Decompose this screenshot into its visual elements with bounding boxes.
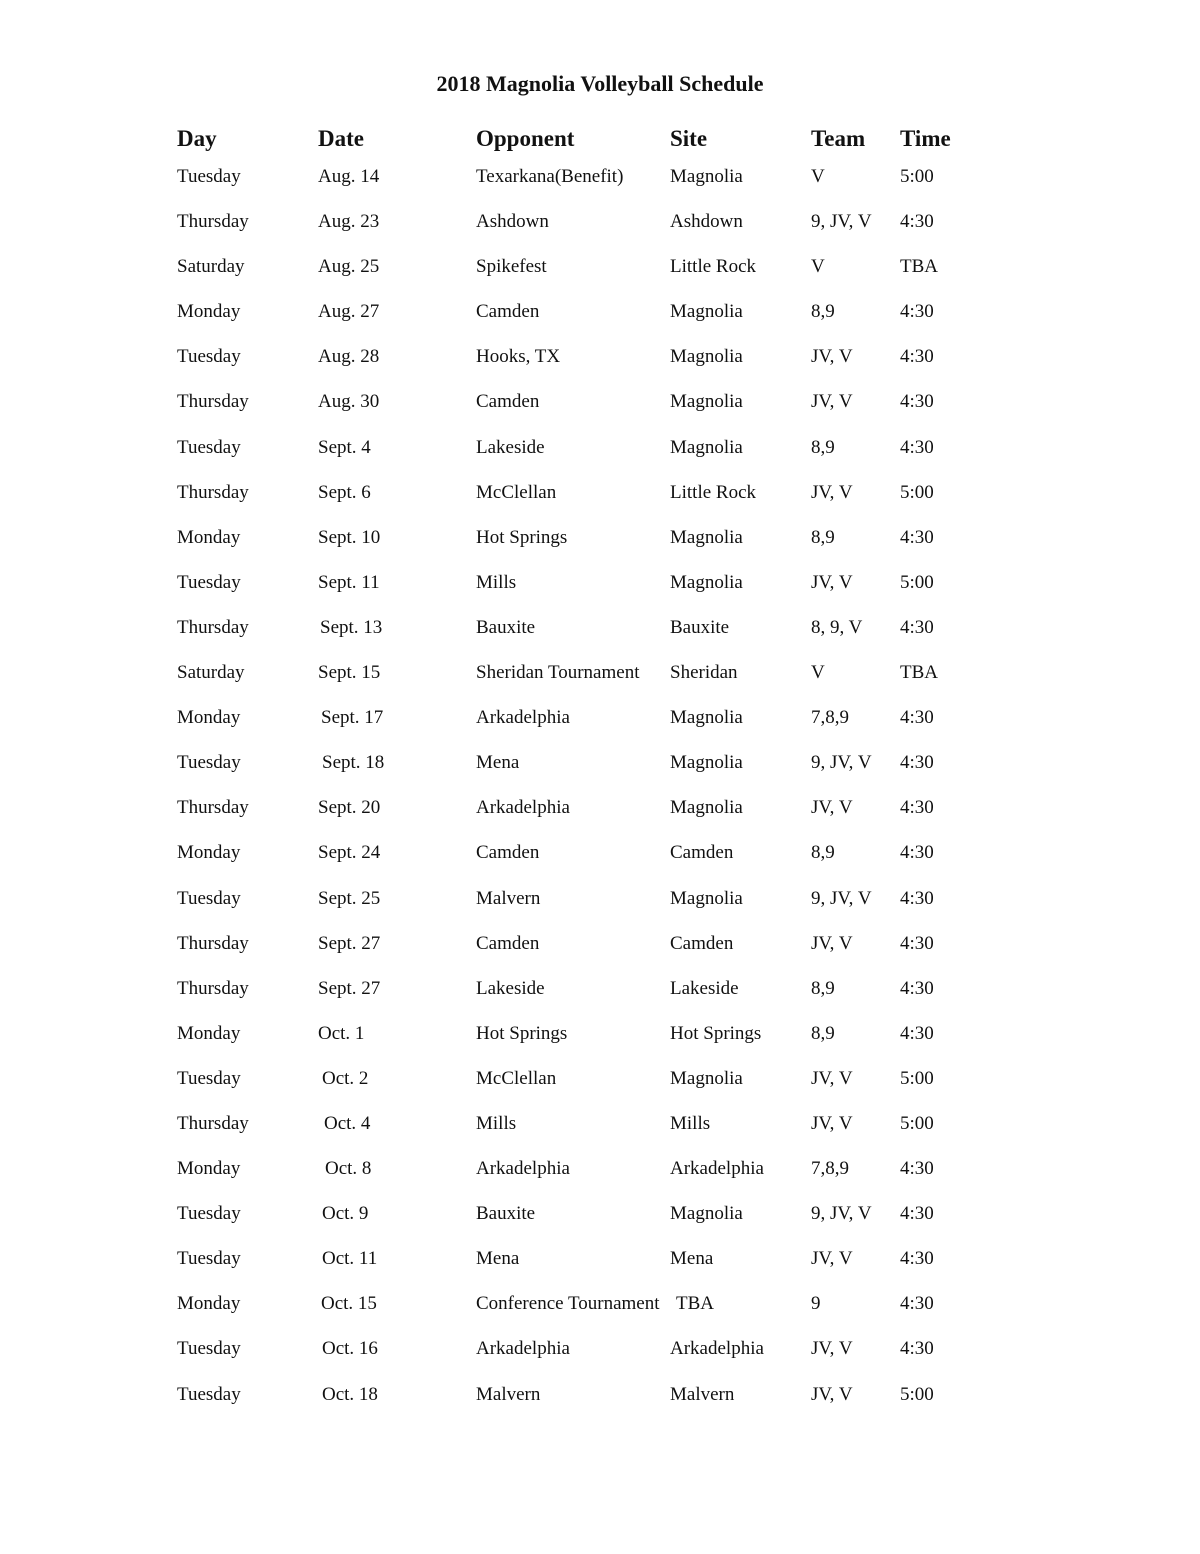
cell-day: Monday bbox=[177, 526, 241, 548]
table-row bbox=[0, 387, 1200, 432]
cell-day: Thursday bbox=[177, 797, 249, 819]
cell-team: V bbox=[811, 662, 825, 684]
cell-day: Thursday bbox=[177, 932, 249, 954]
cell-day: Saturday bbox=[177, 256, 245, 278]
table-row bbox=[0, 523, 1200, 568]
cell-time: 4:30 bbox=[900, 1158, 934, 1180]
cell-opponent: Mills bbox=[476, 571, 517, 593]
cell-opponent: Bauxite bbox=[476, 616, 536, 638]
cell-time: 4:30 bbox=[900, 346, 934, 368]
cell-date: Sept. 6 bbox=[318, 481, 371, 503]
cell-opponent: Hot Springs bbox=[476, 526, 568, 548]
cell-day: Tuesday bbox=[177, 1067, 241, 1089]
table-row bbox=[0, 433, 1200, 478]
cell-date: Sept. 18 bbox=[322, 752, 385, 774]
table-row bbox=[0, 613, 1200, 658]
cell-team: JV, V bbox=[811, 797, 853, 819]
cell-team: 8,9 bbox=[811, 526, 835, 548]
cell-time: 5:00 bbox=[900, 571, 934, 593]
table-row bbox=[0, 342, 1200, 387]
cell-site: Magnolia bbox=[670, 1203, 743, 1225]
cell-opponent: Mena bbox=[476, 752, 520, 774]
cell-day: Thursday bbox=[177, 1112, 249, 1134]
table-row bbox=[0, 568, 1200, 613]
cell-date: Sept. 25 bbox=[318, 887, 381, 909]
cell-site: Hot Springs bbox=[670, 1022, 762, 1044]
cell-site: TBA bbox=[676, 1293, 714, 1315]
cell-date: Aug. 30 bbox=[318, 391, 380, 413]
cell-day: Monday bbox=[177, 1022, 241, 1044]
table-row bbox=[0, 748, 1200, 793]
cell-opponent: McClellan bbox=[476, 1067, 557, 1089]
cell-time: 4:30 bbox=[900, 887, 934, 909]
cell-date: Oct. 4 bbox=[324, 1112, 371, 1134]
cell-site: Sheridan bbox=[670, 662, 738, 684]
cell-opponent: Camden bbox=[476, 391, 540, 413]
table-row bbox=[0, 929, 1200, 974]
cell-time: 4:30 bbox=[900, 436, 934, 458]
table-row bbox=[0, 658, 1200, 703]
cell-opponent: Hot Springs bbox=[476, 1022, 568, 1044]
cell-time: 4:30 bbox=[900, 707, 934, 729]
cell-date: Sept. 13 bbox=[320, 616, 383, 638]
cell-time: 4:30 bbox=[900, 932, 934, 954]
cell-team: 9, JV, V bbox=[811, 1203, 872, 1225]
table-row bbox=[0, 1199, 1200, 1244]
cell-team: 9, JV, V bbox=[811, 211, 872, 233]
cell-time: 5:00 bbox=[900, 1067, 934, 1089]
cell-opponent: Spikefest bbox=[476, 256, 547, 278]
cell-date: Sept. 4 bbox=[318, 436, 371, 458]
table-row bbox=[0, 1154, 1200, 1199]
cell-day: Thursday bbox=[177, 616, 249, 638]
cell-time: 4:30 bbox=[900, 842, 934, 864]
cell-site: Arkadelphia bbox=[670, 1158, 764, 1180]
cell-team: 8, 9, V bbox=[811, 616, 863, 638]
cell-date: Sept. 27 bbox=[318, 977, 381, 999]
cell-time: 4:30 bbox=[900, 391, 934, 413]
table-row bbox=[0, 1380, 1200, 1425]
cell-opponent: Texarkana(Benefit) bbox=[476, 166, 624, 187]
cell-date: Oct. 2 bbox=[322, 1067, 369, 1089]
cell-team: JV, V bbox=[811, 1067, 853, 1089]
cell-date: Oct. 11 bbox=[322, 1248, 378, 1270]
header-day: Day bbox=[177, 126, 217, 151]
cell-day: Monday bbox=[177, 301, 241, 323]
cell-team: JV, V bbox=[811, 481, 853, 503]
page-title: 2018 Magnolia Volleyball Schedule bbox=[436, 71, 764, 96]
cell-opponent: Arkadelphia bbox=[476, 797, 570, 819]
cell-team: 8,9 bbox=[811, 977, 835, 999]
cell-time: 5:00 bbox=[900, 1112, 934, 1134]
cell-time: 4:30 bbox=[900, 1248, 934, 1270]
cell-site: Little Rock bbox=[670, 256, 757, 278]
cell-day: Tuesday bbox=[177, 346, 241, 368]
cell-date: Oct. 15 bbox=[321, 1293, 377, 1315]
cell-day: Monday bbox=[177, 842, 241, 864]
cell-team: 9, JV, V bbox=[811, 752, 872, 774]
cell-site: Magnolia bbox=[670, 707, 743, 729]
cell-time: 4:30 bbox=[900, 1293, 934, 1315]
cell-day: Tuesday bbox=[177, 887, 241, 909]
cell-site: Magnolia bbox=[670, 301, 743, 323]
cell-time: TBA bbox=[900, 256, 938, 278]
cell-site: Malvern bbox=[670, 1383, 735, 1405]
cell-date: Sept. 15 bbox=[318, 662, 381, 684]
cell-day: Saturday bbox=[177, 662, 245, 684]
cell-site: Magnolia bbox=[670, 571, 743, 593]
cell-date: Aug. 23 bbox=[318, 211, 380, 233]
cell-site: Magnolia bbox=[670, 887, 743, 909]
cell-site: Lakeside bbox=[670, 977, 739, 999]
header-site: Site bbox=[670, 126, 708, 151]
cell-team: 8,9 bbox=[811, 842, 835, 864]
cell-team: 8,9 bbox=[811, 436, 835, 458]
table-row bbox=[0, 974, 1200, 1019]
cell-time: 5:00 bbox=[900, 481, 934, 503]
cell-day: Tuesday bbox=[177, 752, 241, 774]
cell-opponent: Hooks, TX bbox=[476, 346, 561, 368]
cell-opponent: Camden bbox=[476, 932, 540, 954]
cell-team: JV, V bbox=[811, 1338, 853, 1360]
cell-opponent: Camden bbox=[476, 301, 540, 323]
cell-date: Oct. 8 bbox=[325, 1158, 372, 1180]
cell-site: Magnolia bbox=[670, 436, 743, 458]
cell-team: 7,8,9 bbox=[811, 707, 849, 729]
cell-opponent: Arkadelphia bbox=[476, 1158, 570, 1180]
cell-day: Tuesday bbox=[177, 1248, 241, 1270]
cell-date: Oct. 16 bbox=[322, 1338, 378, 1360]
cell-opponent: Bauxite bbox=[476, 1203, 536, 1225]
cell-day: Thursday bbox=[177, 391, 249, 413]
cell-site: Magnolia bbox=[670, 391, 743, 413]
cell-time: 4:30 bbox=[900, 526, 934, 548]
cell-opponent: Camden bbox=[476, 842, 540, 864]
cell-opponent: Mills bbox=[476, 1112, 517, 1134]
cell-date: Sept. 10 bbox=[318, 526, 381, 548]
cell-day: Tuesday bbox=[177, 436, 241, 458]
cell-time: TBA bbox=[900, 662, 938, 684]
table-row bbox=[0, 1334, 1200, 1379]
table-row bbox=[0, 1064, 1200, 1109]
cell-team: JV, V bbox=[811, 346, 853, 368]
cell-site: Magnolia bbox=[670, 1067, 743, 1089]
cell-date: Aug. 27 bbox=[318, 301, 380, 323]
cell-time: 4:30 bbox=[900, 977, 934, 999]
table-row bbox=[0, 478, 1200, 523]
cell-team: 9 bbox=[811, 1293, 821, 1315]
cell-date: Aug. 14 bbox=[318, 166, 380, 187]
cell-site: Ashdown bbox=[670, 211, 743, 233]
cell-opponent: Malvern bbox=[476, 1383, 541, 1405]
cell-team: JV, V bbox=[811, 1248, 853, 1270]
cell-date: Sept. 27 bbox=[318, 932, 381, 954]
cell-day: Thursday bbox=[177, 977, 249, 999]
cell-team: 7,8,9 bbox=[811, 1158, 849, 1180]
header-team: Team bbox=[811, 126, 866, 151]
cell-date: Sept. 24 bbox=[318, 842, 381, 864]
table-header bbox=[0, 124, 1200, 154]
cell-opponent: Lakeside bbox=[476, 436, 545, 458]
cell-time: 4:30 bbox=[900, 1022, 934, 1044]
cell-site: Mena bbox=[670, 1248, 714, 1270]
cell-time: 4:30 bbox=[900, 1203, 934, 1225]
cell-site: Arkadelphia bbox=[670, 1338, 764, 1360]
table-row bbox=[0, 838, 1200, 883]
cell-time: 4:30 bbox=[900, 301, 934, 323]
cell-team: JV, V bbox=[811, 391, 853, 413]
cell-day: Monday bbox=[177, 707, 241, 729]
table-row bbox=[0, 252, 1200, 297]
cell-opponent: Ashdown bbox=[476, 211, 549, 233]
cell-opponent: Arkadelphia bbox=[476, 707, 570, 729]
cell-opponent: Sheridan Tournament bbox=[476, 662, 640, 684]
cell-day: Tuesday bbox=[177, 1383, 241, 1405]
cell-team: 8,9 bbox=[811, 301, 835, 323]
cell-day: Thursday bbox=[177, 481, 249, 503]
cell-time: 4:30 bbox=[900, 616, 934, 638]
cell-opponent: Conference Tournament bbox=[476, 1293, 660, 1315]
table-row bbox=[0, 703, 1200, 748]
cell-day: Tuesday bbox=[177, 571, 241, 593]
cell-time: 4:30 bbox=[900, 1338, 934, 1360]
cell-team: V bbox=[811, 166, 825, 187]
cell-time: 4:30 bbox=[900, 752, 934, 774]
cell-date: Sept. 20 bbox=[318, 797, 381, 819]
cell-site: Camden bbox=[670, 932, 734, 954]
cell-time: 5:00 bbox=[900, 166, 934, 187]
schedule-table-body bbox=[0, 162, 1200, 1425]
cell-time: 4:30 bbox=[900, 797, 934, 819]
table-row bbox=[0, 1019, 1200, 1064]
cell-date: Sept. 17 bbox=[321, 707, 384, 729]
cell-date: Oct. 9 bbox=[322, 1203, 369, 1225]
cell-team: JV, V bbox=[811, 1383, 853, 1405]
cell-day: Monday bbox=[177, 1293, 241, 1315]
cell-day: Thursday bbox=[177, 211, 249, 233]
cell-site: Magnolia bbox=[670, 346, 743, 368]
cell-site: Magnolia bbox=[670, 797, 743, 819]
table-row bbox=[0, 1244, 1200, 1289]
cell-site: Magnolia bbox=[670, 166, 743, 187]
table-row bbox=[0, 207, 1200, 252]
table-row bbox=[0, 1109, 1200, 1154]
cell-opponent: Arkadelphia bbox=[476, 1338, 570, 1360]
cell-team: JV, V bbox=[811, 932, 853, 954]
cell-date: Aug. 28 bbox=[318, 346, 380, 368]
table-row bbox=[0, 162, 1200, 207]
table-row bbox=[0, 1289, 1200, 1334]
cell-date: Oct. 1 bbox=[318, 1022, 365, 1044]
cell-team: JV, V bbox=[811, 571, 853, 593]
cell-date: Oct. 18 bbox=[322, 1383, 378, 1405]
cell-site: Camden bbox=[670, 842, 734, 864]
cell-date: Sept. 11 bbox=[318, 571, 380, 593]
cell-time: 4:30 bbox=[900, 211, 934, 233]
header-time: Time bbox=[900, 126, 951, 151]
table-row bbox=[0, 793, 1200, 838]
cell-site: Little Rock bbox=[670, 481, 757, 503]
cell-site: Magnolia bbox=[670, 752, 743, 774]
cell-opponent: Mena bbox=[476, 1248, 520, 1270]
header-date: Date bbox=[318, 126, 364, 151]
cell-opponent: Malvern bbox=[476, 887, 541, 909]
cell-opponent: Lakeside bbox=[476, 977, 545, 999]
cell-site: Mills bbox=[670, 1112, 711, 1134]
cell-date: Aug. 25 bbox=[318, 256, 380, 278]
cell-site: Bauxite bbox=[670, 616, 730, 638]
cell-day: Tuesday bbox=[177, 1203, 241, 1225]
table-row bbox=[0, 297, 1200, 342]
cell-day: Monday bbox=[177, 1158, 241, 1180]
cell-site: Magnolia bbox=[670, 526, 743, 548]
cell-team: 9, JV, V bbox=[811, 887, 872, 909]
cell-team: 8,9 bbox=[811, 1022, 835, 1044]
cell-opponent: McClellan bbox=[476, 481, 557, 503]
cell-team: JV, V bbox=[811, 1112, 853, 1134]
cell-time: 5:00 bbox=[900, 1383, 934, 1405]
cell-day: Tuesday bbox=[177, 1338, 241, 1360]
table-row bbox=[0, 884, 1200, 929]
header-opponent: Opponent bbox=[476, 126, 575, 151]
cell-team: V bbox=[811, 256, 825, 278]
cell-day: Tuesday bbox=[177, 166, 241, 187]
